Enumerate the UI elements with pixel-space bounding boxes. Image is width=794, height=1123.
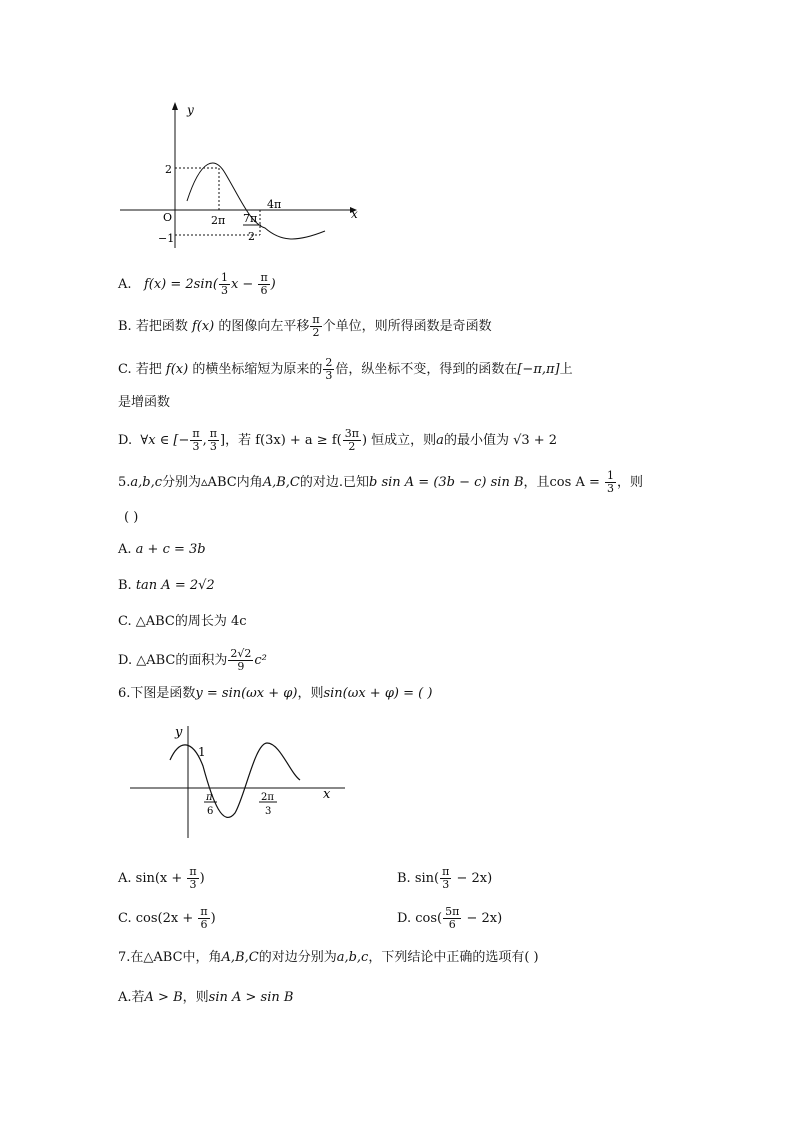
y-label: y <box>187 103 194 117</box>
q5-stem: 5.a,b,c分别为▵ABC内角A,B,C的对边.已知b sin A = (3b − c) sin B，且cos A = $\frac{1}{3}$ ，则 <box>118 469 644 495</box>
graph-1 <box>115 98 365 258</box>
q4-option-d: D. ∀x ∈ [− $\frac{\pi}{3}$ , $\frac{\pi}{3}$ ]，若 f(3x) + a ≥ f( $\frac{3\pi}{2}$ ) 恒成立，则a的最小值为 √3 + 2 <box>118 427 558 453</box>
tick-2pi3-num: 2π <box>261 792 274 803</box>
origin-label: O <box>163 211 173 224</box>
tick-7pi-den: 2 <box>248 230 255 243</box>
tick-pi6-den: 6 <box>207 806 214 817</box>
tick-2: 2 <box>165 163 172 176</box>
q5-option-d: D. △ABC的面积为 $\frac{2√2}{9}$ c² <box>118 647 267 673</box>
q6-option-b: B. sin( $\frac{\pi}{3}$ − 2x) <box>397 865 493 891</box>
q5-option-a: A. a + c = 3b <box>118 542 206 557</box>
tick-2pi: 2π <box>211 214 226 227</box>
y-label: y <box>175 725 183 740</box>
q5-option-b: B. tan A = 2√2 <box>118 578 215 593</box>
q6-option-c: C. cos(2x + $\frac{\pi}{6}$ ) <box>118 905 216 931</box>
tick-4pi: 4π <box>267 198 282 211</box>
q5-option-c: C. △ABC的周长为 4c <box>118 614 247 629</box>
q7-stem: 7.在△ABC中，角A,B,C的对边分别为a,b,c，下列结论中正确的选项有( ) <box>118 950 539 965</box>
graph-2 <box>125 718 355 843</box>
x-label: x <box>351 207 358 221</box>
tick-1: 1 <box>198 745 206 759</box>
q4-option-a: A. f(x) = 2sin( $\frac{1}{3}$ x − $\frac{\pi}{6}$ ) <box>118 271 276 297</box>
sine-curve <box>187 163 325 239</box>
x-label: x <box>323 787 331 802</box>
tick-pi6-num: π <box>206 792 213 803</box>
q7-option-a: A.若A > B，则sin A > sin B <box>118 990 294 1005</box>
q6-option-a: A. sin(x + $\frac{\pi}{3}$ ) <box>118 865 205 891</box>
sine-curve <box>170 743 300 817</box>
q6-option-d: D. cos( $\frac{5\pi}{6}$ − 2x) <box>397 905 503 931</box>
q4-option-c: C. 若把 f(x) 的横坐标缩短为原来的 $\frac{2}{3}$ 倍，纵坐标不变，得到的函数在[−π,π]上 <box>118 356 573 382</box>
tick-neg1: −1 <box>158 232 175 245</box>
tick-7pi-num: 7π <box>243 212 258 225</box>
tick-2pi3-den: 3 <box>265 806 272 817</box>
q4-option-c-line2: 是增函数 <box>118 395 171 410</box>
y-axis-arrow <box>172 102 178 110</box>
q6-stem: 6.下图是函数y = sin(ωx + φ)，则sin(ωx + φ) = ( ) <box>118 686 433 701</box>
q5-paren: ( ) <box>124 510 139 525</box>
q4-option-b: B. 若把函数 f(x) 的图像向左平移 $\frac{\pi}{2}$ 个单位，则所得函数是奇函数 <box>118 313 492 339</box>
